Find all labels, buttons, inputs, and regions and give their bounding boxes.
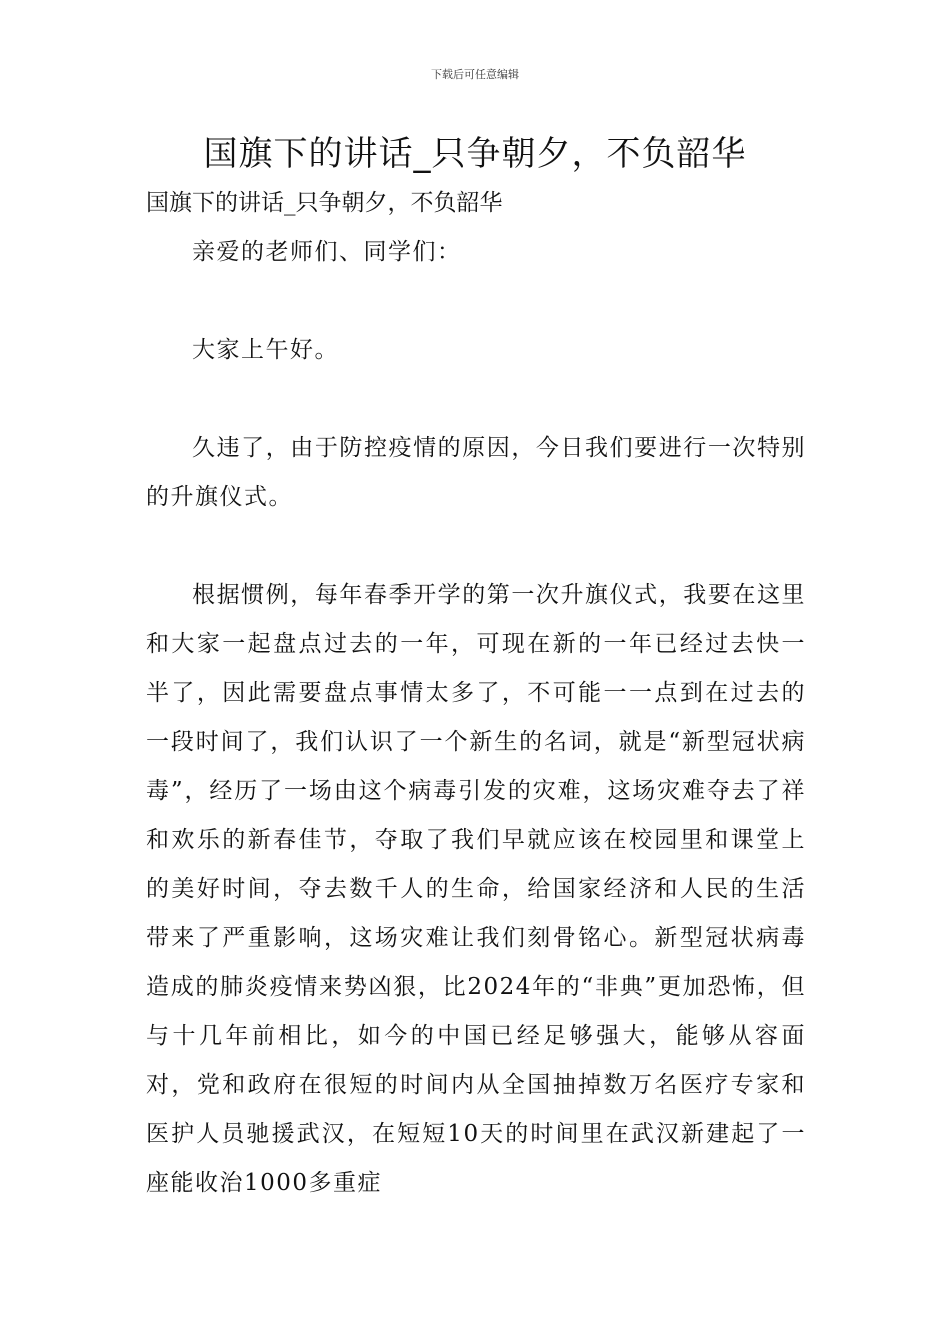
paragraph-intro: 久违了，由于防控疫情的原因，今日我们要进行一次特别的升旗仪式。	[146, 435, 806, 510]
header-note: 下载后可任意编辑	[431, 68, 519, 81]
document-title: 国旗下的讲话_只争朝夕，不负韶华	[203, 134, 747, 174]
document-subtitle: 国旗下的讲话_只争朝夕，不负韶华	[146, 190, 503, 216]
paragraph-hello: 大家上午好。	[192, 337, 339, 363]
document-body	[146, 228, 806, 1208]
paragraph-main: 根据惯例，每年春季开学的第一次升旗仪式，我要在这里和大家一起盘点过去的一年，可现在新的一年已经过去快一半了，因此需要盘点事情太多了，不可能一一点到在过去的一段时间了，我们认识了一个新生的名词，就是“新型冠状病毒”，经历了一场由这个病毒引发的灾难，这场灾难夺去了祥和欢乐的新春佳节，夺取了我们早就应该在校园里和课堂上的美好时间，夺去数千人的生命，给国家经济和人民的生活带来了严重影响，这场灾难让我们刻骨铭心。新型冠状病毒造成的肺炎疫情来势凶狠，比2024年的“非典”更加恐怖，但与十几年前相比，如今的中国已经足够强大，能够从容面对，党和政府在很短的时间内从全国抽掉数万名医疗专家和医护人员驰援武汉，在短短10天的时间里在武汉新建起了一座能收治1000多重症	[146, 582, 806, 1196]
paragraph-greeting: 亲爱的老师们、同学们：	[192, 239, 462, 265]
